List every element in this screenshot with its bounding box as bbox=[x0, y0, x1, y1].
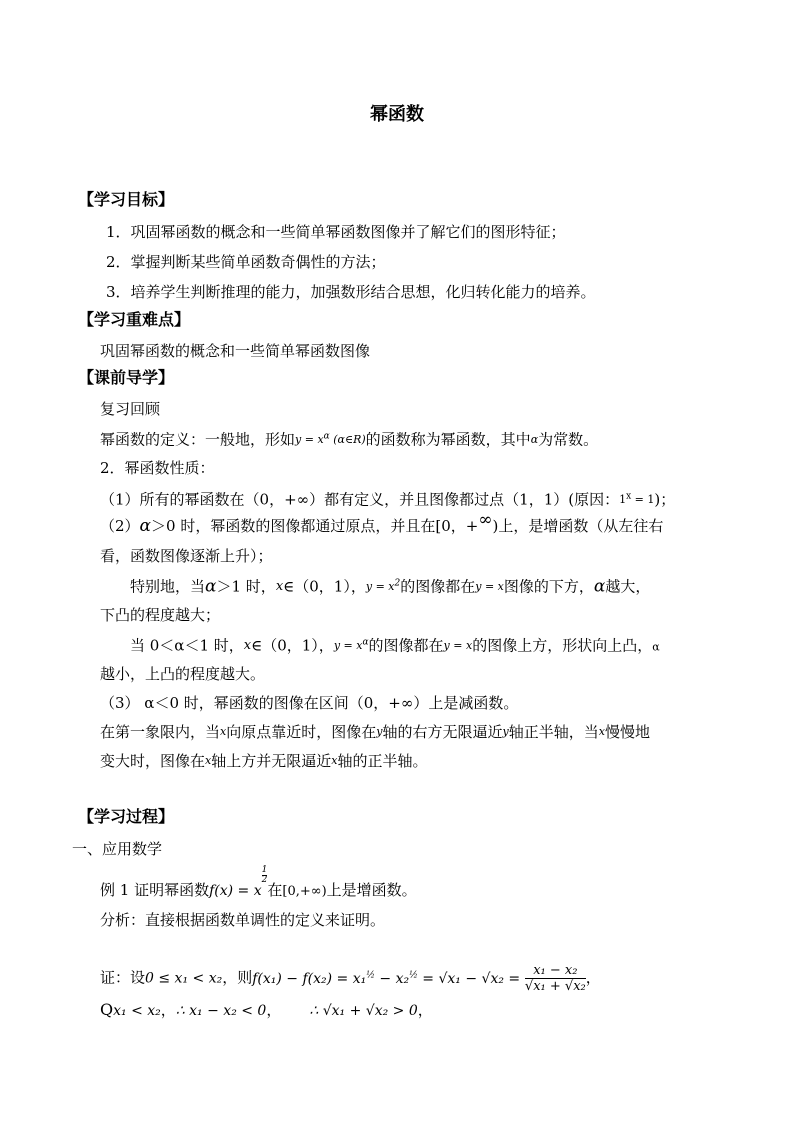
section-heading-process: 【学习过程】 bbox=[78, 807, 175, 826]
property-3-cont: 下凸的程度越大； bbox=[100, 606, 221, 624]
interval: [0,+∞) bbox=[282, 884, 327, 899]
definition-text: 幂函数的定义：一般地，形如 bbox=[100, 430, 296, 449]
proof-line-2: Qx₁ < x₂，∴ x₁ − x₂ < 0， ∴ √x₁ + √x₂ > 0， bbox=[100, 1000, 433, 1019]
property-4-cont: 越小，上凸的程度越大。 bbox=[100, 665, 266, 683]
proof-expression: f(x₁) − f(x₂) = x₁$^{\frac{1}{2}}$ − x₂$^{\frac{1}{2}}$ = √x₁ − √x₂ = bbox=[252, 970, 521, 987]
section-heading-keypoints: 【学习重难点】 bbox=[78, 310, 191, 329]
property-2: （2）α＞0 时，幂函数的图像都通过原点，并且在[0，+∞)上，是增函数（从左往右 bbox=[100, 510, 664, 536]
property-1: （1）所有的幂函数在（0，+∞）都有定义，并且图像都过点（1，1）(原因：$1^x = 1$)； bbox=[100, 490, 676, 509]
property-4: 当 0＜α＜1 时，x∈（0，1），$y = x^\alpha$的图像都在y = x的图像上方，形状向上凸，α bbox=[130, 636, 660, 655]
property-1-formula: $1^x = 1$ bbox=[619, 491, 655, 506]
part-heading: 一、应用数学 bbox=[72, 840, 163, 858]
alpha-symbol: α bbox=[139, 516, 152, 536]
formula-y-x2: $y = x^2$ bbox=[365, 578, 401, 593]
analysis: 分析：直接根据函数单调性的定义来证明。 bbox=[100, 911, 386, 929]
section-heading-goals: 【学习目标】 bbox=[78, 190, 175, 209]
property-2-cont: 看，函数图像逐渐上升）； bbox=[100, 547, 273, 565]
example-1: 例 1 证明幂函数f(x) = x $\frac{1}{2}$ 在[0,+∞)上是增函数。 bbox=[100, 865, 417, 899]
review-label: 复习回顾 bbox=[100, 400, 161, 418]
page-title: 幂函数 bbox=[370, 104, 424, 125]
function-formula: f(x) = x $\frac{1}{2}$ bbox=[209, 865, 268, 899]
goal-item-1: 1．巩固幂函数的概念和一些简单幂函数图像并了解它们的图形特征； bbox=[106, 223, 566, 241]
section-heading-preview: 【课前导学】 bbox=[78, 368, 175, 387]
quadrant-line-2: 变大时，图像在x轴上方并无限逼近x轴的正半轴。 bbox=[100, 752, 428, 770]
definition-formula: $y = x^\alpha$ (α∈R) bbox=[295, 431, 366, 446]
keypoints-text: 巩固幂函数的概念和一些简单幂函数图像 bbox=[100, 342, 371, 360]
property-title: 2．幂函数性质： bbox=[100, 459, 215, 477]
goal-item-2: 2．掌握判断某些简单函数奇偶性的方法； bbox=[106, 253, 386, 271]
formula-y-xalpha: $y = x^\alpha$ bbox=[333, 637, 369, 652]
property-5: （3） α＜0 时，幂函数的图像在区间（0，+∞）上是减函数。 bbox=[100, 694, 519, 712]
formula-y-x: y = x bbox=[443, 638, 473, 652]
proof-line-1: 证：设0 ≤ x₁ < x₂，则f(x₁) − f(x₂) = x₁$^{\frac{1}{2}}$ − x₂$^{\frac{1}{2}}$ = √x₁ − √x₂ = $\frac{\text{x₁ − x₂}}{\text{√x₁ + √x₂}}$ ， bbox=[100, 962, 601, 994]
alpha-symbol: α bbox=[530, 432, 539, 446]
definition-line: 幂函数的定义：一般地，形如$y = x^\alpha$ (α∈R)的函数称为幂函数，其中α为常数。 bbox=[100, 430, 599, 449]
quadrant-line-1: 在第一象限内，当x向原点靠近时，图像在y轴的右方无限逼近y轴正半轴，当x慢慢地 bbox=[100, 723, 650, 741]
proof-fraction: $\frac{\text{x₁ − x₂}}{\text{√x₁ + √x₂}}$ bbox=[524, 962, 586, 994]
formula-y-x: y = x bbox=[475, 579, 504, 593]
goal-item-3: 3．培养学生判断推理的能力，加强数形结合思想，化归转化能力的培养。 bbox=[106, 283, 596, 301]
property-3: 特别地，当α＞1 时，x∈（0，1），$y = x^2$的图像都在y = x图像的下方，α越大， bbox=[130, 576, 651, 597]
infinity-symbol: ∞ bbox=[478, 510, 493, 530]
